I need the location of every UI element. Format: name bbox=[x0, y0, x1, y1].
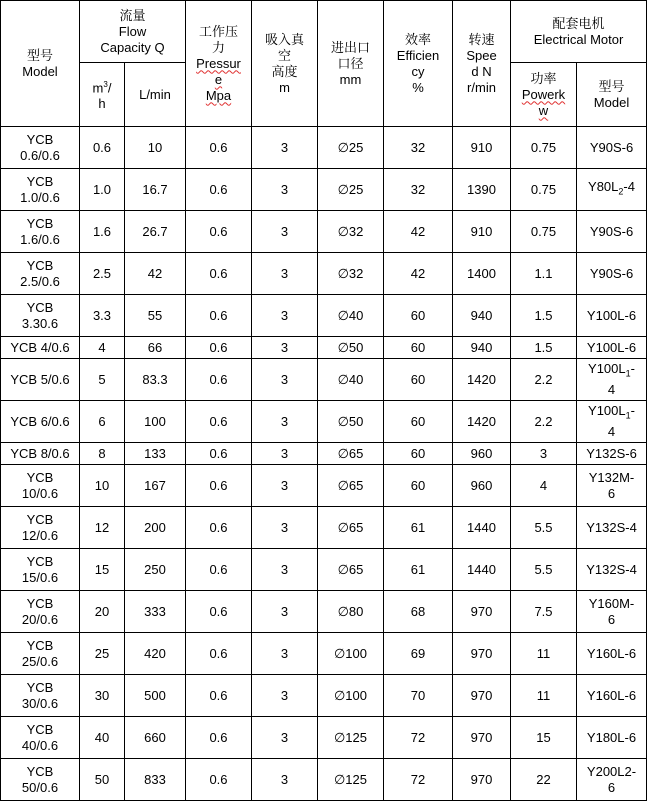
cell-model: YCB 5/0.6 bbox=[1, 359, 80, 401]
cell-flow-m3h: 2.5 bbox=[80, 253, 125, 295]
header-flow-m3h-rest: / h bbox=[98, 80, 112, 112]
cell-model: YCB 30/0.6 bbox=[1, 675, 80, 717]
cell-model: YCB 8/0.6 bbox=[1, 443, 80, 465]
cell-motor-model bbox=[577, 401, 647, 443]
cell-suction: 3 bbox=[252, 127, 318, 169]
header-model: 型号 Model bbox=[1, 1, 80, 127]
cell-motor-model bbox=[577, 295, 647, 337]
cell-efficiency: 61 bbox=[384, 507, 453, 549]
cell-motor-power: 4 bbox=[511, 465, 577, 507]
cell-pressure: 0.6 bbox=[186, 253, 252, 295]
cell-speed: 1440 bbox=[453, 507, 511, 549]
cell-speed: 970 bbox=[453, 759, 511, 801]
cell-model: YCB 2.5/0.6 bbox=[1, 253, 80, 295]
cell-diameter: ∅65 bbox=[318, 549, 384, 591]
table-row bbox=[1, 169, 647, 211]
cell-motor-model bbox=[577, 633, 647, 675]
cell-flow-lmin: 500 bbox=[125, 675, 186, 717]
cell-flow-lmin: 200 bbox=[125, 507, 186, 549]
cell-model: YCB 40/0.6 bbox=[1, 717, 80, 759]
cell-speed: 960 bbox=[453, 443, 511, 465]
header-flow-m3h-base: m bbox=[92, 80, 104, 96]
cell-pressure: 0.6 bbox=[186, 591, 252, 633]
cell-speed: 1420 bbox=[453, 359, 511, 401]
cell-suction: 3 bbox=[252, 253, 318, 295]
motor-model-subscript: 2 bbox=[618, 186, 624, 197]
cell-motor-model bbox=[577, 675, 647, 717]
header-flow-m3h-sup: 3 bbox=[103, 79, 108, 89]
cell-flow-lmin: 16.7 bbox=[125, 169, 186, 211]
cell-flow-m3h: 50 bbox=[80, 759, 125, 801]
cell-diameter: ∅50 bbox=[318, 337, 384, 359]
cell-pressure: 0.6 bbox=[186, 507, 252, 549]
header-pressure-en: Pressur e bbox=[196, 55, 241, 87]
cell-flow-m3h: 12 bbox=[80, 507, 125, 549]
cell-model: YCB 6/0.6 bbox=[1, 401, 80, 443]
cell-suction: 3 bbox=[252, 465, 318, 507]
cell-pressure: 0.6 bbox=[186, 359, 252, 401]
cell-motor-power: 1.1 bbox=[511, 253, 577, 295]
motor-model-main: Y160L-6 bbox=[586, 645, 637, 661]
cell-pressure: 0.6 bbox=[186, 169, 252, 211]
cell-speed: 970 bbox=[453, 675, 511, 717]
cell-speed: 960 bbox=[453, 465, 511, 507]
cell-diameter: ∅40 bbox=[318, 359, 384, 401]
cell-suction: 3 bbox=[252, 549, 318, 591]
cell-flow-m3h: 20 bbox=[80, 591, 125, 633]
cell-suction: 3 bbox=[252, 591, 318, 633]
cell-diameter: ∅40 bbox=[318, 295, 384, 337]
cell-model: YCB 1.0/0.6 bbox=[1, 169, 80, 211]
cell-efficiency: 70 bbox=[384, 675, 453, 717]
header-motor-power-en: Powerk w bbox=[521, 86, 566, 118]
table-row bbox=[1, 295, 647, 337]
cell-model: YCB 50/0.6 bbox=[1, 759, 80, 801]
table-row bbox=[1, 717, 647, 759]
motor-model-main: Y132M- 6 bbox=[588, 469, 635, 501]
cell-flow-m3h: 3.3 bbox=[80, 295, 125, 337]
header-motor-power bbox=[511, 63, 577, 127]
cell-flow-m3h: 6 bbox=[80, 401, 125, 443]
header-pressure-cn: 工作压 力 bbox=[198, 23, 238, 55]
cell-motor-power: 7.5 bbox=[511, 591, 577, 633]
cell-efficiency: 72 bbox=[384, 759, 453, 801]
cell-suction: 3 bbox=[252, 633, 318, 675]
table-row bbox=[1, 675, 647, 717]
cell-motor-model bbox=[577, 443, 647, 465]
cell-suction: 3 bbox=[252, 295, 318, 337]
motor-model-main: Y90S-6 bbox=[589, 139, 634, 155]
header-efficiency: 效率 Efficien cy % bbox=[384, 1, 453, 127]
cell-flow-lmin: 660 bbox=[125, 717, 186, 759]
header-speed: 转速 Spee d N r/min bbox=[453, 1, 511, 127]
cell-flow-lmin: 250 bbox=[125, 549, 186, 591]
cell-flow-lmin: 167 bbox=[125, 465, 186, 507]
cell-model: YCB 0.6/0.6 bbox=[1, 127, 80, 169]
cell-flow-lmin: 26.7 bbox=[125, 211, 186, 253]
motor-model-main: Y200L2- 6 bbox=[586, 763, 637, 795]
cell-diameter: ∅65 bbox=[318, 443, 384, 465]
cell-suction: 3 bbox=[252, 359, 318, 401]
cell-motor-power: 11 bbox=[511, 675, 577, 717]
cell-suction: 3 bbox=[252, 401, 318, 443]
cell-pressure: 0.6 bbox=[186, 465, 252, 507]
cell-suction: 3 bbox=[252, 717, 318, 759]
motor-model-main: Y80L bbox=[588, 179, 619, 195]
motor-model-main: Y100L bbox=[588, 361, 626, 377]
cell-motor-power: 15 bbox=[511, 717, 577, 759]
cell-efficiency: 42 bbox=[384, 211, 453, 253]
cell-motor-model bbox=[577, 507, 647, 549]
cell-diameter: ∅65 bbox=[318, 465, 384, 507]
cell-flow-m3h: 0.6 bbox=[80, 127, 125, 169]
cell-diameter: ∅125 bbox=[318, 759, 384, 801]
cell-flow-m3h: 1.0 bbox=[80, 169, 125, 211]
cell-pressure: 0.6 bbox=[186, 443, 252, 465]
table-row bbox=[1, 443, 647, 465]
cell-flow-lmin: 100 bbox=[125, 401, 186, 443]
table-row bbox=[1, 591, 647, 633]
cell-motor-model bbox=[577, 591, 647, 633]
motor-model-main: Y160M- 6 bbox=[588, 595, 635, 627]
cell-flow-lmin: 42 bbox=[125, 253, 186, 295]
cell-motor-model bbox=[577, 759, 647, 801]
cell-diameter: ∅25 bbox=[318, 127, 384, 169]
cell-efficiency: 42 bbox=[384, 253, 453, 295]
cell-flow-lmin: 55 bbox=[125, 295, 186, 337]
cell-motor-model bbox=[577, 465, 647, 507]
cell-efficiency: 61 bbox=[384, 549, 453, 591]
motor-model-main: Y100L-6 bbox=[586, 307, 637, 323]
cell-diameter: ∅125 bbox=[318, 717, 384, 759]
header-motor: 配套电机 Electrical Motor bbox=[511, 1, 647, 63]
cell-flow-lmin: 833 bbox=[125, 759, 186, 801]
cell-flow-m3h: 1.6 bbox=[80, 211, 125, 253]
cell-flow-lmin: 10 bbox=[125, 127, 186, 169]
cell-pressure: 0.6 bbox=[186, 717, 252, 759]
cell-suction: 3 bbox=[252, 443, 318, 465]
header-flow-lmin: L/min bbox=[125, 63, 186, 127]
cell-suction: 3 bbox=[252, 675, 318, 717]
header-motor-model: 型号 Model bbox=[577, 63, 647, 127]
header-pressure-unit: Mpa bbox=[205, 87, 232, 103]
table-row bbox=[1, 633, 647, 675]
motor-model-main: Y132S-4 bbox=[586, 561, 637, 577]
cell-pressure: 0.6 bbox=[186, 401, 252, 443]
cell-diameter: ∅32 bbox=[318, 253, 384, 295]
cell-motor-model bbox=[577, 359, 647, 401]
cell-model: YCB 25/0.6 bbox=[1, 633, 80, 675]
cell-suction: 3 bbox=[252, 507, 318, 549]
cell-motor-power: 3 bbox=[511, 443, 577, 465]
cell-flow-m3h: 8 bbox=[80, 443, 125, 465]
cell-flow-m3h: 25 bbox=[80, 633, 125, 675]
cell-flow-m3h: 4 bbox=[80, 337, 125, 359]
cell-pressure: 0.6 bbox=[186, 549, 252, 591]
cell-motor-model bbox=[577, 127, 647, 169]
cell-flow-lmin: 83.3 bbox=[125, 359, 186, 401]
cell-motor-model bbox=[577, 211, 647, 253]
cell-motor-power: 2.2 bbox=[511, 401, 577, 443]
cell-efficiency: 32 bbox=[384, 127, 453, 169]
cell-motor-power: 1.5 bbox=[511, 337, 577, 359]
cell-flow-lmin: 133 bbox=[125, 443, 186, 465]
cell-efficiency: 60 bbox=[384, 443, 453, 465]
table-row bbox=[1, 465, 647, 507]
cell-flow-m3h: 10 bbox=[80, 465, 125, 507]
cell-efficiency: 60 bbox=[384, 337, 453, 359]
header-pressure bbox=[186, 1, 252, 127]
cell-motor-model bbox=[577, 169, 647, 211]
cell-suction: 3 bbox=[252, 337, 318, 359]
cell-motor-power: 5.5 bbox=[511, 549, 577, 591]
motor-model-tail: - 4 bbox=[607, 361, 635, 397]
cell-diameter: ∅32 bbox=[318, 211, 384, 253]
cell-speed: 940 bbox=[453, 295, 511, 337]
cell-diameter: ∅50 bbox=[318, 401, 384, 443]
cell-speed: 1390 bbox=[453, 169, 511, 211]
header-motor-power-cn: 功率 bbox=[530, 70, 557, 86]
cell-motor-power: 0.75 bbox=[511, 127, 577, 169]
header-flow: 流量 Flow Capacity Q bbox=[80, 1, 186, 63]
cell-model: YCB 15/0.6 bbox=[1, 549, 80, 591]
cell-motor-power: 11 bbox=[511, 633, 577, 675]
cell-model: YCB 1.6/0.6 bbox=[1, 211, 80, 253]
cell-speed: 1440 bbox=[453, 549, 511, 591]
cell-flow-lmin: 420 bbox=[125, 633, 186, 675]
cell-flow-m3h: 5 bbox=[80, 359, 125, 401]
cell-efficiency: 60 bbox=[384, 295, 453, 337]
table-row bbox=[1, 359, 647, 401]
table-row bbox=[1, 337, 647, 359]
table-row bbox=[1, 759, 647, 801]
cell-efficiency: 72 bbox=[384, 717, 453, 759]
motor-model-main: Y180L-6 bbox=[586, 729, 637, 745]
cell-flow-lmin: 66 bbox=[125, 337, 186, 359]
cell-pressure: 0.6 bbox=[186, 633, 252, 675]
cell-efficiency: 60 bbox=[384, 465, 453, 507]
motor-model-main: Y132S-6 bbox=[586, 445, 637, 461]
motor-model-main: Y160L-6 bbox=[586, 687, 637, 703]
cell-diameter: ∅80 bbox=[318, 591, 384, 633]
cell-motor-model bbox=[577, 717, 647, 759]
motor-model-subscript: 1 bbox=[625, 410, 631, 421]
cell-motor-model bbox=[577, 337, 647, 359]
header-diameter: 进出口 口径 mm bbox=[318, 1, 384, 127]
cell-flow-lmin: 333 bbox=[125, 591, 186, 633]
cell-speed: 970 bbox=[453, 633, 511, 675]
cell-pressure: 0.6 bbox=[186, 295, 252, 337]
cell-diameter: ∅65 bbox=[318, 507, 384, 549]
motor-model-tail: - 4 bbox=[607, 403, 635, 439]
cell-diameter: ∅100 bbox=[318, 675, 384, 717]
cell-efficiency: 60 bbox=[384, 401, 453, 443]
header-flow-m3h bbox=[80, 63, 125, 127]
cell-motor-model bbox=[577, 549, 647, 591]
cell-motor-model bbox=[577, 253, 647, 295]
cell-pressure: 0.6 bbox=[186, 337, 252, 359]
cell-speed: 1420 bbox=[453, 401, 511, 443]
cell-diameter: ∅100 bbox=[318, 633, 384, 675]
cell-efficiency: 68 bbox=[384, 591, 453, 633]
cell-model: YCB 20/0.6 bbox=[1, 591, 80, 633]
motor-model-subscript: 1 bbox=[625, 368, 631, 379]
cell-pressure: 0.6 bbox=[186, 675, 252, 717]
cell-model: YCB 4/0.6 bbox=[1, 337, 80, 359]
motor-model-main: Y90S-6 bbox=[589, 223, 634, 239]
cell-motor-power: 22 bbox=[511, 759, 577, 801]
cell-suction: 3 bbox=[252, 759, 318, 801]
table-row bbox=[1, 549, 647, 591]
cell-motor-power: 5.5 bbox=[511, 507, 577, 549]
cell-efficiency: 60 bbox=[384, 359, 453, 401]
motor-model-main: Y100L bbox=[588, 403, 626, 419]
motor-model-main: Y132S-4 bbox=[586, 519, 637, 535]
cell-speed: 910 bbox=[453, 211, 511, 253]
table-row bbox=[1, 507, 647, 549]
cell-pressure: 0.6 bbox=[186, 211, 252, 253]
cell-suction: 3 bbox=[252, 169, 318, 211]
cell-speed: 970 bbox=[453, 591, 511, 633]
cell-efficiency: 69 bbox=[384, 633, 453, 675]
cell-motor-power: 0.75 bbox=[511, 169, 577, 211]
cell-speed: 910 bbox=[453, 127, 511, 169]
table-body bbox=[1, 127, 647, 801]
cell-efficiency: 32 bbox=[384, 169, 453, 211]
cell-flow-m3h: 40 bbox=[80, 717, 125, 759]
motor-model-tail: -4 bbox=[623, 179, 635, 195]
cell-model: YCB 10/0.6 bbox=[1, 465, 80, 507]
table-row bbox=[1, 401, 647, 443]
cell-flow-m3h: 30 bbox=[80, 675, 125, 717]
cell-diameter: ∅25 bbox=[318, 169, 384, 211]
cell-motor-power: 0.75 bbox=[511, 211, 577, 253]
cell-motor-power: 2.2 bbox=[511, 359, 577, 401]
cell-flow-m3h: 15 bbox=[80, 549, 125, 591]
cell-model: YCB 3.30.6 bbox=[1, 295, 80, 337]
cell-pressure: 0.6 bbox=[186, 759, 252, 801]
header-suction: 吸入真 空 高度 m bbox=[252, 1, 318, 127]
cell-speed: 1400 bbox=[453, 253, 511, 295]
cell-speed: 970 bbox=[453, 717, 511, 759]
cell-pressure: 0.6 bbox=[186, 127, 252, 169]
motor-model-main: Y90S-6 bbox=[589, 265, 634, 281]
cell-speed: 940 bbox=[453, 337, 511, 359]
table-row bbox=[1, 127, 647, 169]
table-row bbox=[1, 211, 647, 253]
cell-suction: 3 bbox=[252, 211, 318, 253]
cell-motor-power: 1.5 bbox=[511, 295, 577, 337]
motor-model-main: Y100L-6 bbox=[586, 339, 637, 355]
cell-model: YCB 12/0.6 bbox=[1, 507, 80, 549]
table-row bbox=[1, 253, 647, 295]
